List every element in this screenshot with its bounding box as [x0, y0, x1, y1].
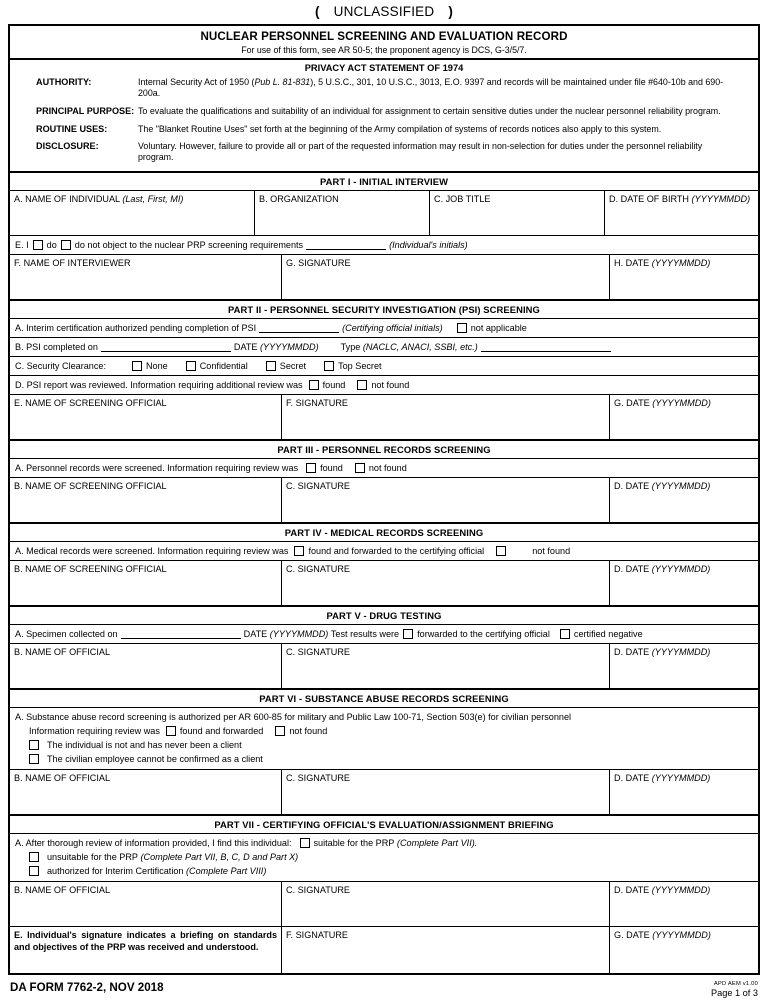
part7-header: PART VII - CERTIFYING OFFICIAL'S EVALUATION/ASSIGNMENT BRIEFING	[10, 814, 758, 833]
part6-review-line	[15, 722, 754, 736]
part2-psi-completed-row	[10, 337, 758, 356]
specimen-collected-date-input[interactable]	[121, 630, 241, 639]
part6-substance-block	[10, 707, 758, 769]
field-individual-signature[interactable]	[282, 927, 610, 973]
part5-forwarded-label: forwarded to the certifying official	[417, 629, 550, 640]
field-individual-date[interactable]	[610, 927, 758, 973]
psi-type-input[interactable]	[481, 343, 611, 352]
field-part2-signature[interactable]	[282, 395, 610, 439]
field-part5-signature-label: C. SIGNATURE	[286, 647, 350, 658]
clearance-option-top-secret: Top Secret	[338, 361, 382, 372]
field-organization[interactable]	[255, 191, 430, 235]
part2-clearance-row	[10, 356, 758, 375]
field-part7-date-hint: (YYYYMMDD)	[651, 885, 711, 896]
field-job-title[interactable]	[430, 191, 605, 235]
part6-cannot-confirm-line	[15, 750, 754, 764]
field-part2-date-hint: (YYYYMMDD)	[652, 398, 711, 409]
field-date-of-birth-hint: (YYYYMMDD)	[691, 194, 751, 205]
part7-unsuitable-hint: (Complete Part VII, B, C, D and Part X)	[140, 852, 299, 863]
part2-psi-review-row	[10, 375, 758, 394]
routine-uses-text: The "Blanket Routine Uses" set forth at the beginning of the Army compilation of systems of records notices also apply to this system.	[138, 123, 662, 134]
part4-official-row	[10, 560, 758, 605]
part7-review-text: A. After thorough review of information provided, I find this individual:	[15, 838, 292, 849]
field-individual-date-hint: (YYYYMMDD)	[652, 930, 711, 941]
field-part5-signature[interactable]	[282, 644, 610, 688]
checkbox-part6-found-forwarded[interactable]	[166, 726, 176, 736]
part6-cannot-confirm-label: The civilian employee cannot be confirmed as a client	[47, 754, 263, 765]
part6-official-row	[10, 769, 758, 814]
privacy-row-disclosure	[10, 141, 758, 165]
field-part3-screening-official[interactable]	[10, 478, 282, 522]
field-part5-official-label: B. NAME OF OFFICIAL	[14, 647, 110, 658]
field-part4-date-label: D. DATE	[614, 564, 650, 575]
field-interviewer-date-label: H. DATE	[614, 258, 650, 269]
field-part7-date-label: D. DATE	[614, 885, 650, 896]
field-interviewer-signature[interactable]	[282, 255, 610, 299]
classification-banner	[8, 0, 760, 24]
authority-citation: Pub L. 81-831	[254, 77, 311, 87]
field-part4-signature-label: C. SIGNATURE	[286, 564, 350, 575]
privacy-act-section	[10, 58, 758, 171]
field-part4-screening-official-label: B. NAME OF SCREENING OFFICIAL	[14, 564, 167, 575]
part4-found-forwarded-label: found and forwarded to the certifying official	[308, 546, 485, 557]
part7-official-row	[10, 881, 758, 926]
routine-uses-label: ROUTINE USES:	[36, 123, 108, 134]
part7-interim-hint: (Complete Part VIII)	[186, 866, 267, 877]
part4-header: PART IV - MEDICAL RECORDS SCREENING	[10, 522, 758, 541]
field-name-of-individual[interactable]	[10, 191, 255, 235]
privacy-act-heading: PRIVACY ACT STATEMENT OF 1974	[304, 63, 464, 73]
field-individual-date-label: G. DATE	[614, 930, 650, 941]
field-name-of-individual-hint: (Last, First, MI)	[122, 194, 184, 205]
field-name-of-interviewer[interactable]	[10, 255, 282, 299]
part5-results-label: Test results were	[330, 629, 400, 640]
part5-date-hint: (YYYYMMDD)	[269, 629, 329, 640]
field-part7-signature-label: C. SIGNATURE	[286, 885, 350, 896]
part1-header: PART I - INITIAL INTERVIEW	[10, 171, 758, 190]
clearance-option-confidential: Confidential	[199, 361, 248, 372]
part3-official-row	[10, 477, 758, 522]
individual-initials-hint: (Individual's initials)	[389, 240, 468, 251]
field-briefing-acknowledgement-label: E. Individual's signature indicates a briefing on standards and objectives of the PRP was received and understood.	[14, 930, 277, 952]
authority-label: AUTHORITY:	[36, 77, 92, 87]
field-part3-signature[interactable]	[282, 478, 610, 522]
field-part4-date-hint: (YYYYMMDD)	[651, 564, 711, 575]
part2-official-row	[10, 394, 758, 439]
part2-interim-row	[10, 318, 758, 337]
checkbox-interim-certification[interactable]	[29, 866, 39, 876]
privacy-row-routine-uses	[10, 124, 758, 142]
field-interviewer-date-hint: (YYYYMMDD)	[651, 258, 711, 269]
field-part2-screening-official-label: E. NAME OF SCREENING OFFICIAL	[14, 398, 167, 409]
field-part3-screening-official-label: B. NAME OF SCREENING OFFICIAL	[14, 481, 167, 492]
field-part2-date-label: G. DATE	[614, 398, 650, 409]
checkbox-do-not-object[interactable]	[61, 240, 71, 250]
page-title: NUCLEAR PERSONNEL SCREENING AND EVALUATION RECORD	[200, 30, 568, 43]
checkbox-part3-not-found[interactable]	[355, 463, 365, 473]
checkbox-not-applicable[interactable]	[457, 323, 467, 333]
part6-never-client-line	[15, 736, 754, 750]
form-footer	[8, 975, 760, 998]
form-subtitle: For use of this form, see AR 50-5; the proponent agency is DCS, G-3/5/7.	[241, 45, 527, 55]
objection-do-label: do	[46, 240, 57, 251]
field-part6-date-label: D. DATE	[614, 773, 650, 784]
field-part6-official-label: B. NAME OF OFFICIAL	[14, 773, 110, 784]
field-part2-date[interactable]	[610, 395, 758, 439]
checkbox-part5-forwarded[interactable]	[403, 629, 413, 639]
part6-authorization-text: A. Substance abuse record screening is authorized per AR 600-85 for military and Public Law 100-71, Section 503(e) for civilian personnel	[15, 712, 572, 723]
part4-not-found-label: not found	[532, 546, 571, 557]
checkbox-part3-found[interactable]	[306, 463, 316, 473]
checkbox-psi-not-found[interactable]	[357, 380, 367, 390]
form-frame	[8, 24, 760, 975]
principal-purpose-label: PRINCIPAL PURPOSE:	[36, 105, 135, 116]
field-part6-signature-label: C. SIGNATURE	[286, 773, 350, 784]
checkbox-part5-certified-negative[interactable]	[560, 629, 570, 639]
part7-unsuitable-line	[15, 848, 754, 862]
individual-initials-input[interactable]	[306, 241, 386, 250]
field-interviewer-signature-label: G. SIGNATURE	[286, 258, 351, 269]
field-part3-signature-label: C. SIGNATURE	[286, 481, 350, 492]
field-part2-signature-label: F. SIGNATURE	[286, 398, 348, 409]
part7-suitable-hint: (Complete Part VII).	[396, 838, 478, 849]
field-organization-label: B. ORGANIZATION	[259, 194, 339, 205]
field-part4-screening-official[interactable]	[10, 561, 282, 605]
checkbox-part6-never-client[interactable]	[29, 740, 39, 750]
field-part5-official[interactable]	[10, 644, 282, 688]
authority-text-after: ), 5 U.S.C., 301, 10 U.S.C., 3013, E.O. 9397 and records will be maintained under file #640-10b and 690-200a.	[138, 77, 724, 98]
apd-version: APD AEM v1.00	[713, 981, 758, 988]
certifying-official-initials-hint: (Certifying official initials)	[342, 323, 443, 334]
part6-found-forwarded-label: found and forwarded	[179, 726, 264, 737]
part7-interim-line	[15, 862, 754, 876]
psi-review-text: D. PSI report was reviewed. Information requiring additional review was	[15, 380, 303, 391]
psi-not-found-label: not found	[371, 380, 410, 391]
part5-specimen-row	[10, 624, 758, 643]
checkbox-suitable-for-prp[interactable]	[300, 838, 310, 848]
disclosure-label: DISCLOSURE:	[36, 141, 99, 152]
part7-unsuitable-label: unsuitable for the PRP	[47, 852, 138, 863]
part3-records-text: A. Personnel records were screened. Information requiring review was	[15, 463, 299, 474]
part2-header: PART II - PERSONNEL SECURITY INVESTIGATION (PSI) SCREENING	[10, 299, 758, 318]
part3-header: PART III - PERSONNEL RECORDS SCREENING	[10, 439, 758, 458]
privacy-row-authority	[10, 77, 758, 106]
security-clearance-label: C. Security Clearance:	[15, 361, 106, 372]
field-part7-official-label: B. NAME OF OFFICIAL	[14, 885, 110, 896]
authority-text	[138, 77, 752, 99]
psi-completed-date-input[interactable]	[101, 343, 231, 352]
form-number: DA FORM 7762-2, NOV 2018	[10, 981, 164, 995]
field-part7-date[interactable]	[610, 882, 758, 926]
part7-suitable-label: suitable for the PRP	[313, 838, 395, 849]
part7-briefing-row	[10, 926, 758, 973]
field-part6-date-hint: (YYYYMMDD)	[651, 773, 711, 784]
part4-medical-text: A. Medical records were screened. Information requiring review was	[15, 546, 289, 557]
part1-interviewer-row	[10, 254, 758, 299]
checkbox-clearance-secret[interactable]	[266, 361, 276, 371]
classification-open-paren: (	[314, 4, 320, 19]
field-part4-signature[interactable]	[282, 561, 610, 605]
field-part6-signature[interactable]	[282, 770, 610, 814]
principal-purpose-text: To evaluate the qualifications and suitability of an individual for assignment to certain sensitive duties under the nuclear personnel reliability program.	[138, 105, 721, 116]
field-part3-date[interactable]	[610, 478, 758, 522]
checkbox-clearance-top-secret[interactable]	[324, 361, 334, 371]
part7-interim-label: authorized for Interim Certification	[47, 866, 184, 877]
field-part7-official[interactable]	[10, 882, 282, 926]
checkbox-clearance-none[interactable]	[132, 361, 142, 371]
classification-close-paren: )	[448, 4, 454, 19]
objection-do-not-label: do not object to the nuclear PRP screening requirements	[74, 240, 304, 251]
field-part6-date[interactable]	[610, 770, 758, 814]
clearance-option-none: None	[145, 361, 168, 372]
part7-review-line	[15, 838, 754, 848]
psi-completed-text: B. PSI completed on	[15, 342, 98, 353]
checkbox-unsuitable-for-prp[interactable]	[29, 852, 39, 862]
part4-medical-row	[10, 541, 758, 560]
psi-date-hint: (YYYYMMDD)	[260, 342, 319, 353]
interim-cert-text: A. Interim certification authorized pending completion of PSI	[15, 323, 257, 334]
field-individual-signature-label: F. SIGNATURE	[286, 930, 348, 941]
checkbox-part4-found-forwarded[interactable]	[294, 546, 304, 556]
field-part3-date-hint: (YYYYMMDD)	[651, 481, 711, 492]
privacy-row-principal-purpose	[10, 106, 758, 124]
objection-prefix: E. I	[15, 240, 29, 251]
part6-never-client-label: The individual is not and has never been a client	[47, 740, 242, 751]
footer-right-block	[711, 981, 758, 998]
part3-not-found-label: not found	[368, 463, 407, 474]
field-name-of-individual-label: A. NAME OF INDIVIDUAL	[14, 194, 120, 205]
authority-text-before: Internal Security Act of 1950 (	[138, 77, 255, 87]
field-date-of-birth[interactable]	[605, 191, 758, 235]
checkbox-part6-cannot-confirm[interactable]	[29, 754, 39, 764]
checkbox-part6-not-found[interactable]	[275, 726, 285, 736]
field-briefing-acknowledgement	[10, 927, 282, 973]
psi-type-hint: (NACLC, ANACI, SSBI, etc.)	[362, 342, 478, 353]
field-name-of-interviewer-label: F. NAME OF INTERVIEWER	[14, 258, 131, 269]
part7-evaluation-block	[10, 833, 758, 881]
part5-header: PART V - DRUG TESTING	[10, 605, 758, 624]
field-part4-date[interactable]	[610, 561, 758, 605]
classification-label: UNCLASSIFIED	[333, 4, 435, 19]
part1-identity-row	[10, 190, 758, 235]
psi-date-label: DATE	[233, 342, 258, 353]
field-interviewer-date[interactable]	[610, 255, 758, 299]
field-job-title-label: C. JOB TITLE	[434, 194, 491, 205]
psi-type-label: Type	[340, 342, 361, 353]
disclosure-text: Voluntary. However, failure to provide all or part of the requested information may result in non-selection for duties under the personnel reliability program.	[138, 141, 703, 163]
part3-found-label: found	[320, 463, 343, 474]
part3-records-row	[10, 458, 758, 477]
part6-review-prefix: Information requiring review was	[29, 726, 160, 737]
not-applicable-label: not applicable	[470, 323, 527, 334]
part5-date-label: DATE	[243, 629, 268, 640]
psi-found-label: found	[322, 380, 346, 391]
part5-official-row	[10, 643, 758, 688]
part1-objection-row	[10, 235, 758, 254]
checkbox-psi-found[interactable]	[309, 380, 319, 390]
field-part2-screening-official[interactable]	[10, 395, 282, 439]
checkbox-clearance-confidential[interactable]	[186, 361, 196, 371]
field-part5-date-hint: (YYYYMMDD)	[651, 647, 711, 658]
checkbox-part4-not-found[interactable]	[496, 546, 506, 556]
field-part7-signature[interactable]	[282, 882, 610, 926]
checkbox-do-object[interactable]	[33, 240, 43, 250]
field-date-of-birth-label: D. DATE OF BIRTH	[609, 194, 689, 205]
form-title-block	[10, 26, 758, 58]
field-part6-official[interactable]	[10, 770, 282, 814]
field-part3-date-label: D. DATE	[614, 481, 650, 492]
page-number: Page 1 of 3	[711, 988, 758, 999]
clearance-option-secret: Secret	[279, 361, 307, 372]
part6-header: PART VI - SUBSTANCE ABUSE RECORDS SCREENING	[10, 688, 758, 707]
certifying-official-initials-input[interactable]	[259, 324, 339, 333]
field-part5-date-label: D. DATE	[614, 647, 650, 658]
field-part5-date[interactable]	[610, 644, 758, 688]
part6-not-found-label: not found	[289, 726, 328, 737]
part5-certified-negative-label: certified negative	[573, 629, 643, 640]
part5-specimen-text: A. Specimen collected on	[15, 629, 118, 640]
